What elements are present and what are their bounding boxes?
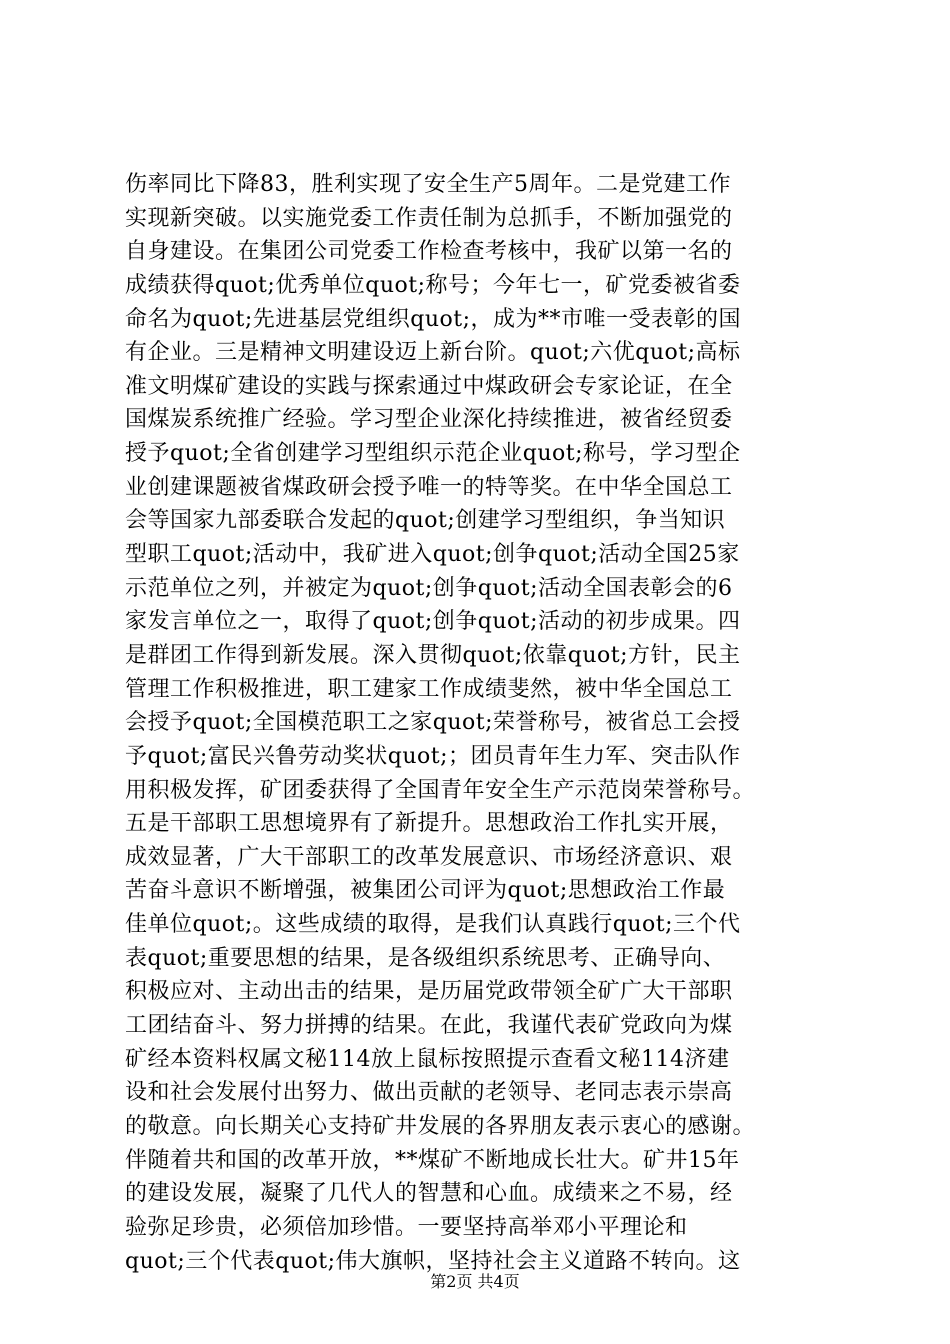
text-line: 予quot;富民兴鲁劳动奖状quot;；团员青年生力军、突击队作 bbox=[125, 743, 741, 769]
text-line: 国煤炭系统推广经验。学习型企业深化持续推进，被省经贸委 bbox=[125, 407, 733, 433]
text-line: 准文明煤矿建设的实践与探索通过中煤政研会专家论证，在全 bbox=[125, 373, 733, 399]
text-line: 的敬意。向长期关心支持矿井发展的各界朋友表示衷心的感谢。 bbox=[125, 1113, 756, 1139]
text-line: 伤率同比下降83，胜利实现了安全生产5周年。二是党建工作 bbox=[125, 172, 731, 197]
text-line: 验弥足珍贵，必须倍加珍惜。一要坚持高举邓小平理论和 bbox=[125, 1214, 688, 1240]
text-line: 型职工quot;活动中，我矿进入quot;创争quot;活动全国25家 bbox=[125, 542, 740, 568]
text-line: quot;三个代表quot;伟大旗帜，坚持社会主义道路不转向。这 bbox=[125, 1248, 741, 1274]
text-line: 会等国家九部委联合发起的quot;创建学习型组织，争当知识 bbox=[125, 508, 726, 534]
text-line: 示范单位之列，并被定为quot;创争quot;活动全国表彰会的6 bbox=[125, 575, 733, 601]
text-line: 实现新突破。以实施党委工作责任制为总抓手，不断加强党的 bbox=[125, 205, 733, 231]
text-line: 矿经本资料权属文秘114放上鼠标按照提示查看文秘114济建 bbox=[125, 1046, 730, 1072]
text-line: 用积极发挥，矿团委获得了全国青年安全生产示范岗荣誉称号。 bbox=[125, 777, 756, 803]
text-line: 工团结奋斗、努力拼搏的结果。在此，我谨代表矿党政向为煤 bbox=[125, 1013, 733, 1039]
text-line: 五是干部职工思想境界有了新提升。思想政治工作扎实开展， bbox=[125, 811, 733, 837]
text-line: 命名为quot;先进基层党组织quot;，成为**市唯一受表彰的国 bbox=[125, 306, 742, 332]
text-line: 设和社会发展付出努力、做出贡献的老领导、老同志表示崇高 bbox=[125, 1080, 733, 1106]
text-line: 会授予quot;全国模范职工之家quot;荣誉称号，被省总工会授 bbox=[125, 710, 741, 736]
text-line: 业创建课题被省煤政研会授予唯一的特等奖。在中华全国总工 bbox=[125, 474, 733, 500]
text-line: 管理工作积极推进，职工建家工作成绩斐然，被中华全国总工 bbox=[125, 676, 733, 702]
text-line: 家发言单位之一，取得了quot;创争quot;活动的初步成果。四 bbox=[125, 609, 741, 635]
text-line: 有企业。三是精神文明建设迈上新台阶。quot;六优quot;高标 bbox=[125, 340, 741, 366]
text-line: 表quot;重要思想的结果，是各级组织系统思考、正确导向、 bbox=[125, 945, 726, 971]
text-line: 成效显著，广大干部职工的改革发展意识、市场经济意识、艰 bbox=[125, 844, 733, 870]
text-line: 积极应对、主动出击的结果，是历届党政带领全矿广大干部职 bbox=[125, 979, 733, 1005]
text-line: 自身建设。在集团公司党委工作检查考核中，我矿以第一名的 bbox=[125, 239, 733, 265]
text-line: 成绩获得quot;优秀单位quot;称号；今年七一，矿党委被省委 bbox=[125, 272, 741, 298]
text-line: 佳单位quot;。这些成绩的取得，是我们认真践行quot;三个代 bbox=[125, 912, 741, 938]
body-text bbox=[125, 168, 837, 1278]
text-line: 是群团工作得到新发展。深入贯彻quot;依靠quot;方针，民主 bbox=[125, 642, 741, 668]
text-line: 伴随着共和国的改革开放，**煤矿不断地成长壮大。矿井15年 bbox=[125, 1147, 740, 1173]
text-line: 的建设发展，凝聚了几代人的智慧和心血。成绩来之不易，经 bbox=[125, 1181, 733, 1207]
text-line: 授予quot;全省创建学习型组织示范企业quot;称号，学习型企 bbox=[125, 441, 741, 467]
text-line: 苦奋斗意识不断增强，被集团公司评为quot;思想政治工作最 bbox=[125, 878, 726, 904]
page-footer: 第2页 共4页 bbox=[430, 1272, 520, 1291]
